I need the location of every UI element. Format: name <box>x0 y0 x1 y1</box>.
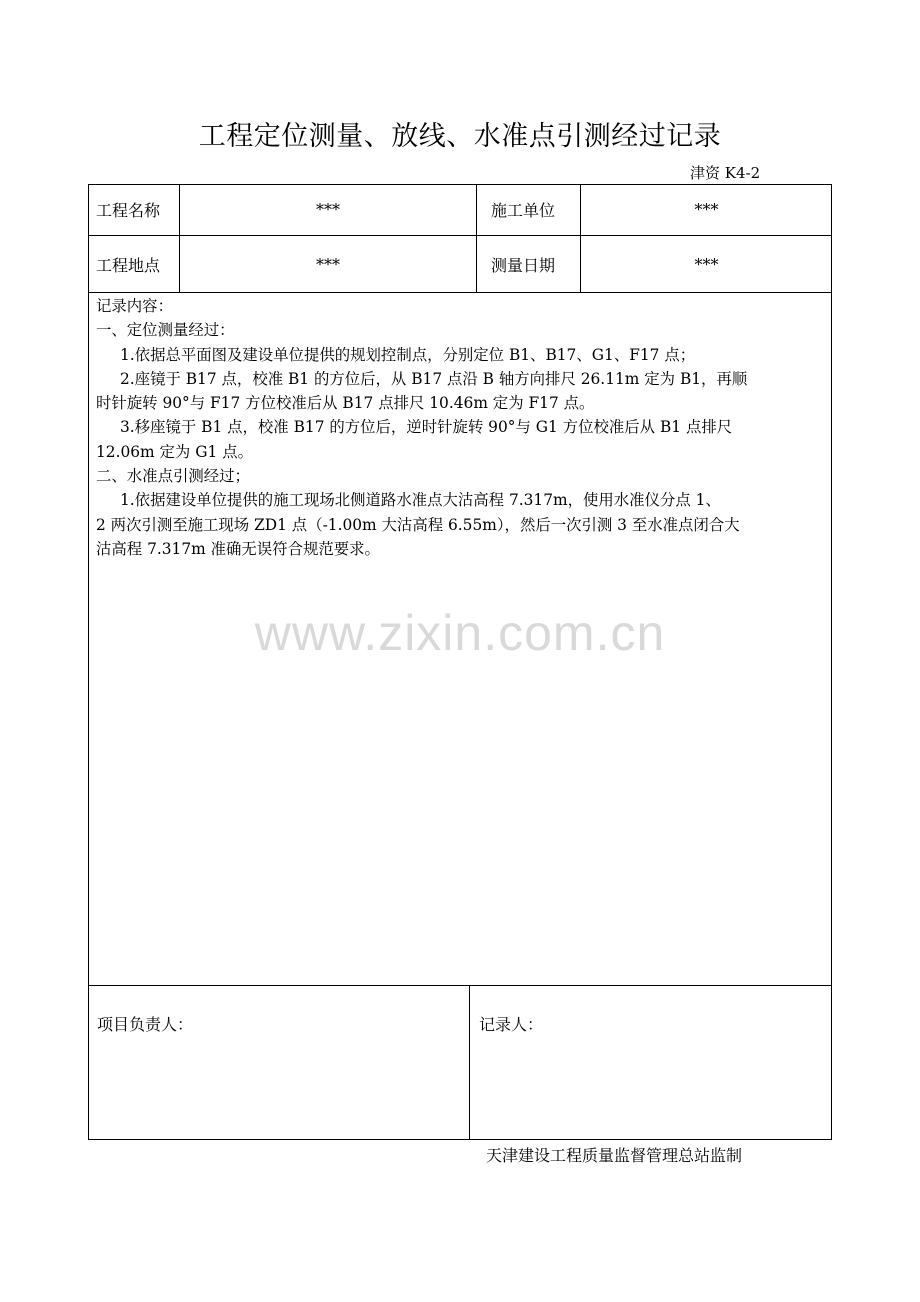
project-lead-signature-label: 项目负责人： <box>97 1015 194 1034</box>
record-content <box>96 294 830 561</box>
watermark: www.zixin.com.cn <box>254 605 666 661</box>
survey-date-value: *** <box>694 254 719 274</box>
construction-unit-value: *** <box>694 200 719 219</box>
record-line: 1.依据建设单位提供的施工现场北侧道路水准点大沽高程 7.317m，使用水准仪分点 1、 <box>120 491 721 510</box>
survey-date-label: 测量日期 <box>491 255 556 275</box>
record-line: 时针旋转 90°与 F17 方位校准后从 B17 点排尺 10.46m 定为 F17 点。 <box>96 394 595 413</box>
record-line: 12.06m 定为 G1 点。 <box>96 442 253 461</box>
record-line: 1.依据总平面图及建设单位提供的规划控制点，分别定位 B1、B17、G1、F17 点； <box>120 345 696 364</box>
signature-divider <box>469 985 470 1140</box>
project-location-value: *** <box>316 254 340 274</box>
section-heading-positioning: 一、定位测量经过： <box>96 321 235 340</box>
project-name-value: *** <box>316 200 340 219</box>
section-heading-benchmark: 二、水准点引测经过； <box>96 467 250 486</box>
record-heading: 记录内容： <box>96 297 173 315</box>
record-line: 沽高程 7.317m 准确无误符合规范要求。 <box>96 539 380 558</box>
form-code: 津资 K4-2 <box>690 164 761 182</box>
row-divider-3 <box>88 985 832 986</box>
record-line: 3.移座镜于 B1 点，校准 B17 的方位后，逆时针旋转 90°与 G1 方位校准后从 B1 点排尺 <box>120 418 733 437</box>
record-line: 2 两次引测至施工现场 ZD1 点（-1.00m 大沽高程 6.55m），然后一次引测 3 至水准点闭合大 <box>96 515 740 534</box>
project-location-label: 工程地点 <box>96 255 161 275</box>
row-divider-2 <box>88 292 832 293</box>
project-name-label: 工程名称 <box>96 201 161 220</box>
recorder-signature-label: 记录人： <box>479 1015 544 1034</box>
issuer-footer: 天津建设工程质量监督管理总站监制 <box>486 1146 743 1165</box>
document-title: 工程定位测量、放线、水准点引测经过记录 <box>198 121 722 152</box>
construction-unit-label: 施工单位 <box>491 201 556 220</box>
col-divider-2 <box>476 184 477 292</box>
record-line: 2.座镜于 B17 点，校准 B1 的方位后，从 B17 点沿 B 轴方向排尺 26.11m 定为 B1，再顺 <box>120 369 748 388</box>
